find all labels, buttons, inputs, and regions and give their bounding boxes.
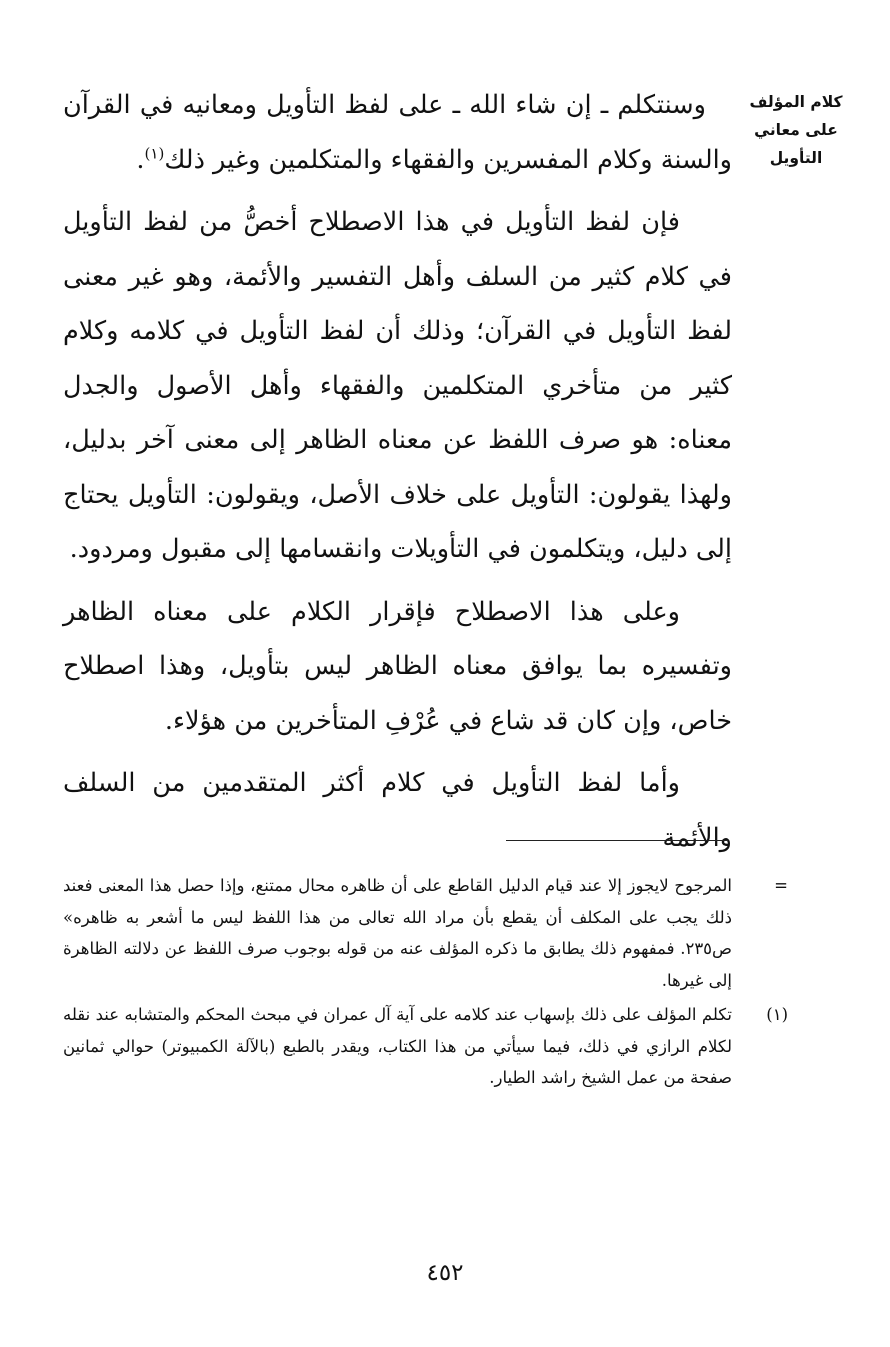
- main-text: [63, 78, 732, 873]
- paragraph-suffix: .: [136, 144, 145, 175]
- footnote-separator: [506, 840, 728, 841]
- paragraph: فإن لفظ التأويل في هذا الاصطلاح أخصُّ من لفظ التأويل في كلام كثير من السلف وأهل التفسير والأئمة، وهو غير معنى لفظ التأويل في القرآن؛ وذلك أن لفظ التأويل في كلامه وكلام كثير من متأخري المتكلمين والفقهاء وأهل الأصول والجدل معناه: هو صرف اللفظ عن معناه الظاهر إلى معنى آخر بدليل، ولهذا يقولون: التأويل على خلاف الأصل، ويقولون: التأويل يحتاج إلى دليل، ويتكلمون في التأويلات وانقسامها إلى مقبول ومردود.: [63, 207, 732, 564]
- footnote-item: [63, 999, 788, 1094]
- paragraph: وعلى هذا الاصطلاح فإقرار الكلام على معناه الظاهر وتفسيره بما يوافق معناه الظاهر ليس بتأويل، وهذا اصطلاح خاص، وإن كان قد شاع في عُرْفِ المتأخرين من هؤلاء.: [63, 596, 732, 736]
- paragraph-text: وسنتكلم ـ إن شاء الله ـ على لفظ التأويل ومعانيه في القرآن والسنة وكلام المفسرين والفقهاء والمتكلمين وغير ذلك: [63, 90, 732, 175]
- footnotes: [63, 870, 788, 1097]
- footnote-reference[interactable]: (١): [144, 144, 165, 162]
- footnote-item: [63, 870, 788, 996]
- footnote-marker: =: [774, 876, 788, 895]
- margin-note: كلام المؤلف على معاني التأويل: [749, 93, 843, 167]
- footnote-text: المرجوح لايجوز إلا عند قيام الدليل القاطع على أن ظاهره محال ممتنع، وإذا حصل هذا المعنى فعند ذلك يجب على المكلف أن يقطع بأن مراد الله تعالى من هذا اللفظ ليس ما أشعر به ظاهره» ص٢٣٥. فمفهوم ذلك يطابق ما ذكره المؤلف عنه من قوله بوجوب صرف اللفظ عن دلالته الظاهرة إلى غيرها.: [63, 876, 732, 990]
- paragraph: وأما لفظ التأويل في كلام أكثر المتقدمين من السلف والأئمة: [63, 768, 732, 853]
- footnote-marker: (١): [766, 1005, 788, 1024]
- paragraph: [63, 78, 732, 187]
- footnote-text: تكلم المؤلف على ذلك بإسهاب عند كلامه على آية آل عمران في مبحث المحكم والمتشابه عند نقله لكلام الرازي في ذلك، فيما سيأتي من هذا الكتاب، ويقدر بالطبع (بالآلة الكمبيوتر) حوالي ثمانين صفحة من عمل الشيخ راشد الطيار.: [63, 1005, 732, 1087]
- page-number: ٤٥٢: [426, 1260, 464, 1286]
